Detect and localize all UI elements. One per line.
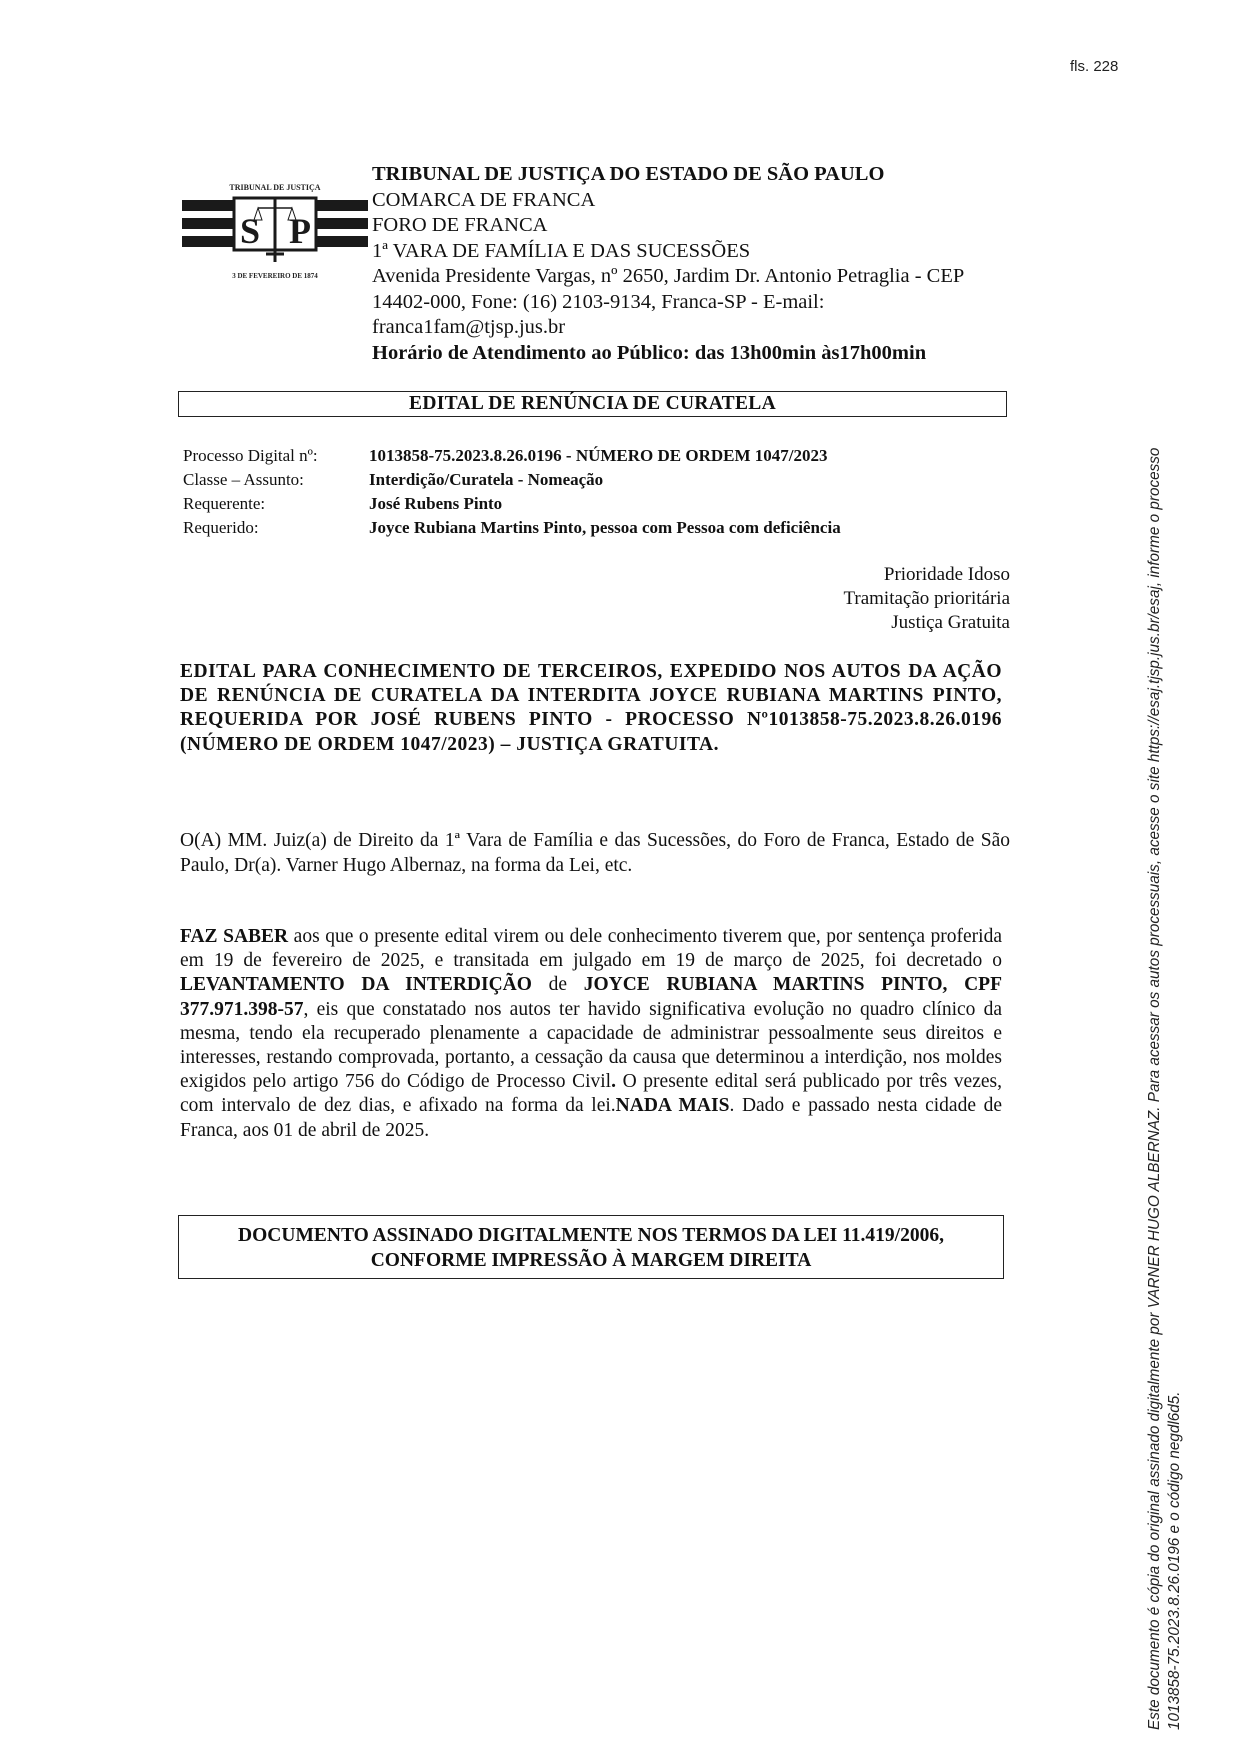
applicant-label: Requerente: [183, 494, 266, 513]
court-header [372, 162, 1012, 366]
flag-free-justice: Justiça Gratuita [891, 612, 1010, 633]
flag-priority-elderly: Prioridade Idoso [883, 564, 1010, 585]
address-line-1: Avenida Presidente Vargas, nº 2650, Jardim Dr. Antonio Petraglia - CEP [372, 265, 965, 287]
comarca: COMARCA DE FRANCA [372, 188, 596, 211]
court-logo [180, 150, 370, 288]
margin-line-2: 1013858-75.2023.8.26.0196 e o código negdl6d5. [1166, 1391, 1183, 1730]
respondent-label: Requerido: [183, 518, 259, 537]
logo-letter-p: P [289, 211, 311, 251]
nada-mais: NADA MAIS [615, 1095, 730, 1117]
margin-line-1: Este documento é cópia do original assinado digitalmente por VARNER HUGO ALBERNAZ. Para acessar os autos processuais, acesse o site https://esaj.tjsp.jus.br/esaj, informe o processo [1146, 447, 1163, 1730]
process-label: Processo Digital nº: [183, 446, 318, 465]
judge-paragraph: O(A) MM. Juiz(a) de Direito da 1ª Vara de Família e das Sucessões, do Foro de Franca, Estado de São Paulo, Dr(a). Varner Hugo Albernaz, na forma da Lei, etc. [180, 830, 1010, 876]
process-row [183, 444, 841, 468]
class-value: Interdição/Curatela - Nomeação [369, 470, 604, 489]
service-hours: Horário de Atendimento ao Público: das 13h00min às17h00min [372, 341, 927, 364]
vara: 1ª VARA DE FAMÍLIA E DAS SUCESSÕES [372, 239, 751, 262]
respondent-value: Joyce Rubiana Martins Pinto, pessoa com Pessoa com deficiência [369, 518, 841, 537]
body-part-1: aos que o presente edital virem ou dele conhecimento tiverem que, por sentença proferida em 19 de fevereiro de 2025, e transitada em julgado em 19 de março de 2025, foi decretado o [180, 926, 1002, 972]
margin-authentication-note [1145, 230, 1205, 1730]
faz-saber: FAZ SABER [180, 926, 289, 947]
applicant-row [183, 492, 841, 516]
logo-letter-s: S [239, 211, 261, 251]
priority-flags [843, 563, 1010, 635]
body-period: . [611, 1071, 616, 1093]
body-part-5: . Dado e passado nesta cidade de Franca, aos 01 de abril de 2025. [180, 1095, 1003, 1141]
flag-priority-processing: Tramitação prioritária [843, 588, 1010, 609]
logo-bottom-text: 3 DE FEVEREIRO DE 1874 [232, 272, 318, 280]
process-info [183, 444, 841, 540]
interdicted-name-cpf: JOYCE RUBIANA MARTINS PINTO, CPF 377.971.398-57 [180, 974, 1003, 1020]
document-title: EDITAL DE RENÚNCIA DE CURATELA [178, 391, 1007, 417]
signature-line-2: CONFORME IMPRESSÃO À MARGEM DIREITA [370, 1249, 812, 1271]
address-line-2: 14402-000, Fone: (16) 2103-9134, Franca-SP - E-mail: [372, 290, 825, 313]
tjsp-seal-icon [180, 150, 370, 288]
signature-line-1: DOCUMENTO ASSINADO DIGITALMENTE NOS TERMOS DA LEI 11.419/2006, [238, 1225, 944, 1246]
respondent-row [183, 516, 841, 540]
edital-heading: EDITAL PARA CONHECIMENTO DE TERCEIROS, EXPEDIDO NOS AUTOS DA AÇÃO DE RENÚNCIA DE CURATELA DA INTERDITA JOYCE RUBIANA MARTINS PINTO, REQUERIDA POR JOSÉ RUBENS PINTO - PROCESSO Nº1013858-75.2023.8.26.0196 (NÚMERO DE ORDEM 1047/2023) – JUSTIÇA GRATUITA. [180, 661, 1002, 755]
process-value: 1013858-75.2023.8.26.0196 - NÚMERO DE ORDEM 1047/2023 [369, 446, 828, 465]
body-part-2: de [531, 974, 584, 996]
court-name: TRIBUNAL DE JUSTIÇA DO ESTADO DE SÃO PAULO [372, 163, 885, 185]
class-label: Classe – Assunto: [183, 470, 304, 489]
applicant-value: José Rubens Pinto [369, 494, 503, 513]
page-number: fls. 228 [1070, 58, 1119, 75]
levantamento-interdicao: LEVANTAMENTO DA INTERDIÇÃO [180, 974, 532, 996]
body-part-4: O presente edital será publicado por três vezes, com intervalo de dez dias, e afixado na forma da lei. [180, 1071, 1002, 1117]
body-part-3: , eis que constatado nos autos ter havido significativa evolução no quadro clínico da mesma, tendo ela recuperado plenamente a capacidade de administrar pessoalmente seus direitos e interesses, restando comprovada, portanto, a cessação da causa que determinou a interdição, nos moldes exigidos pelo artigo 756 do Código de Processo Civil [180, 998, 1002, 1093]
class-row [183, 468, 841, 492]
email: franca1fam@tjsp.jus.br [372, 316, 566, 338]
logo-top-text: TRIBUNAL DE JUSTIÇA [229, 183, 321, 192]
body-paragraph [180, 925, 1002, 1143]
foro: FORO DE FRANCA [372, 214, 548, 236]
digital-signature-notice [178, 1215, 1004, 1279]
